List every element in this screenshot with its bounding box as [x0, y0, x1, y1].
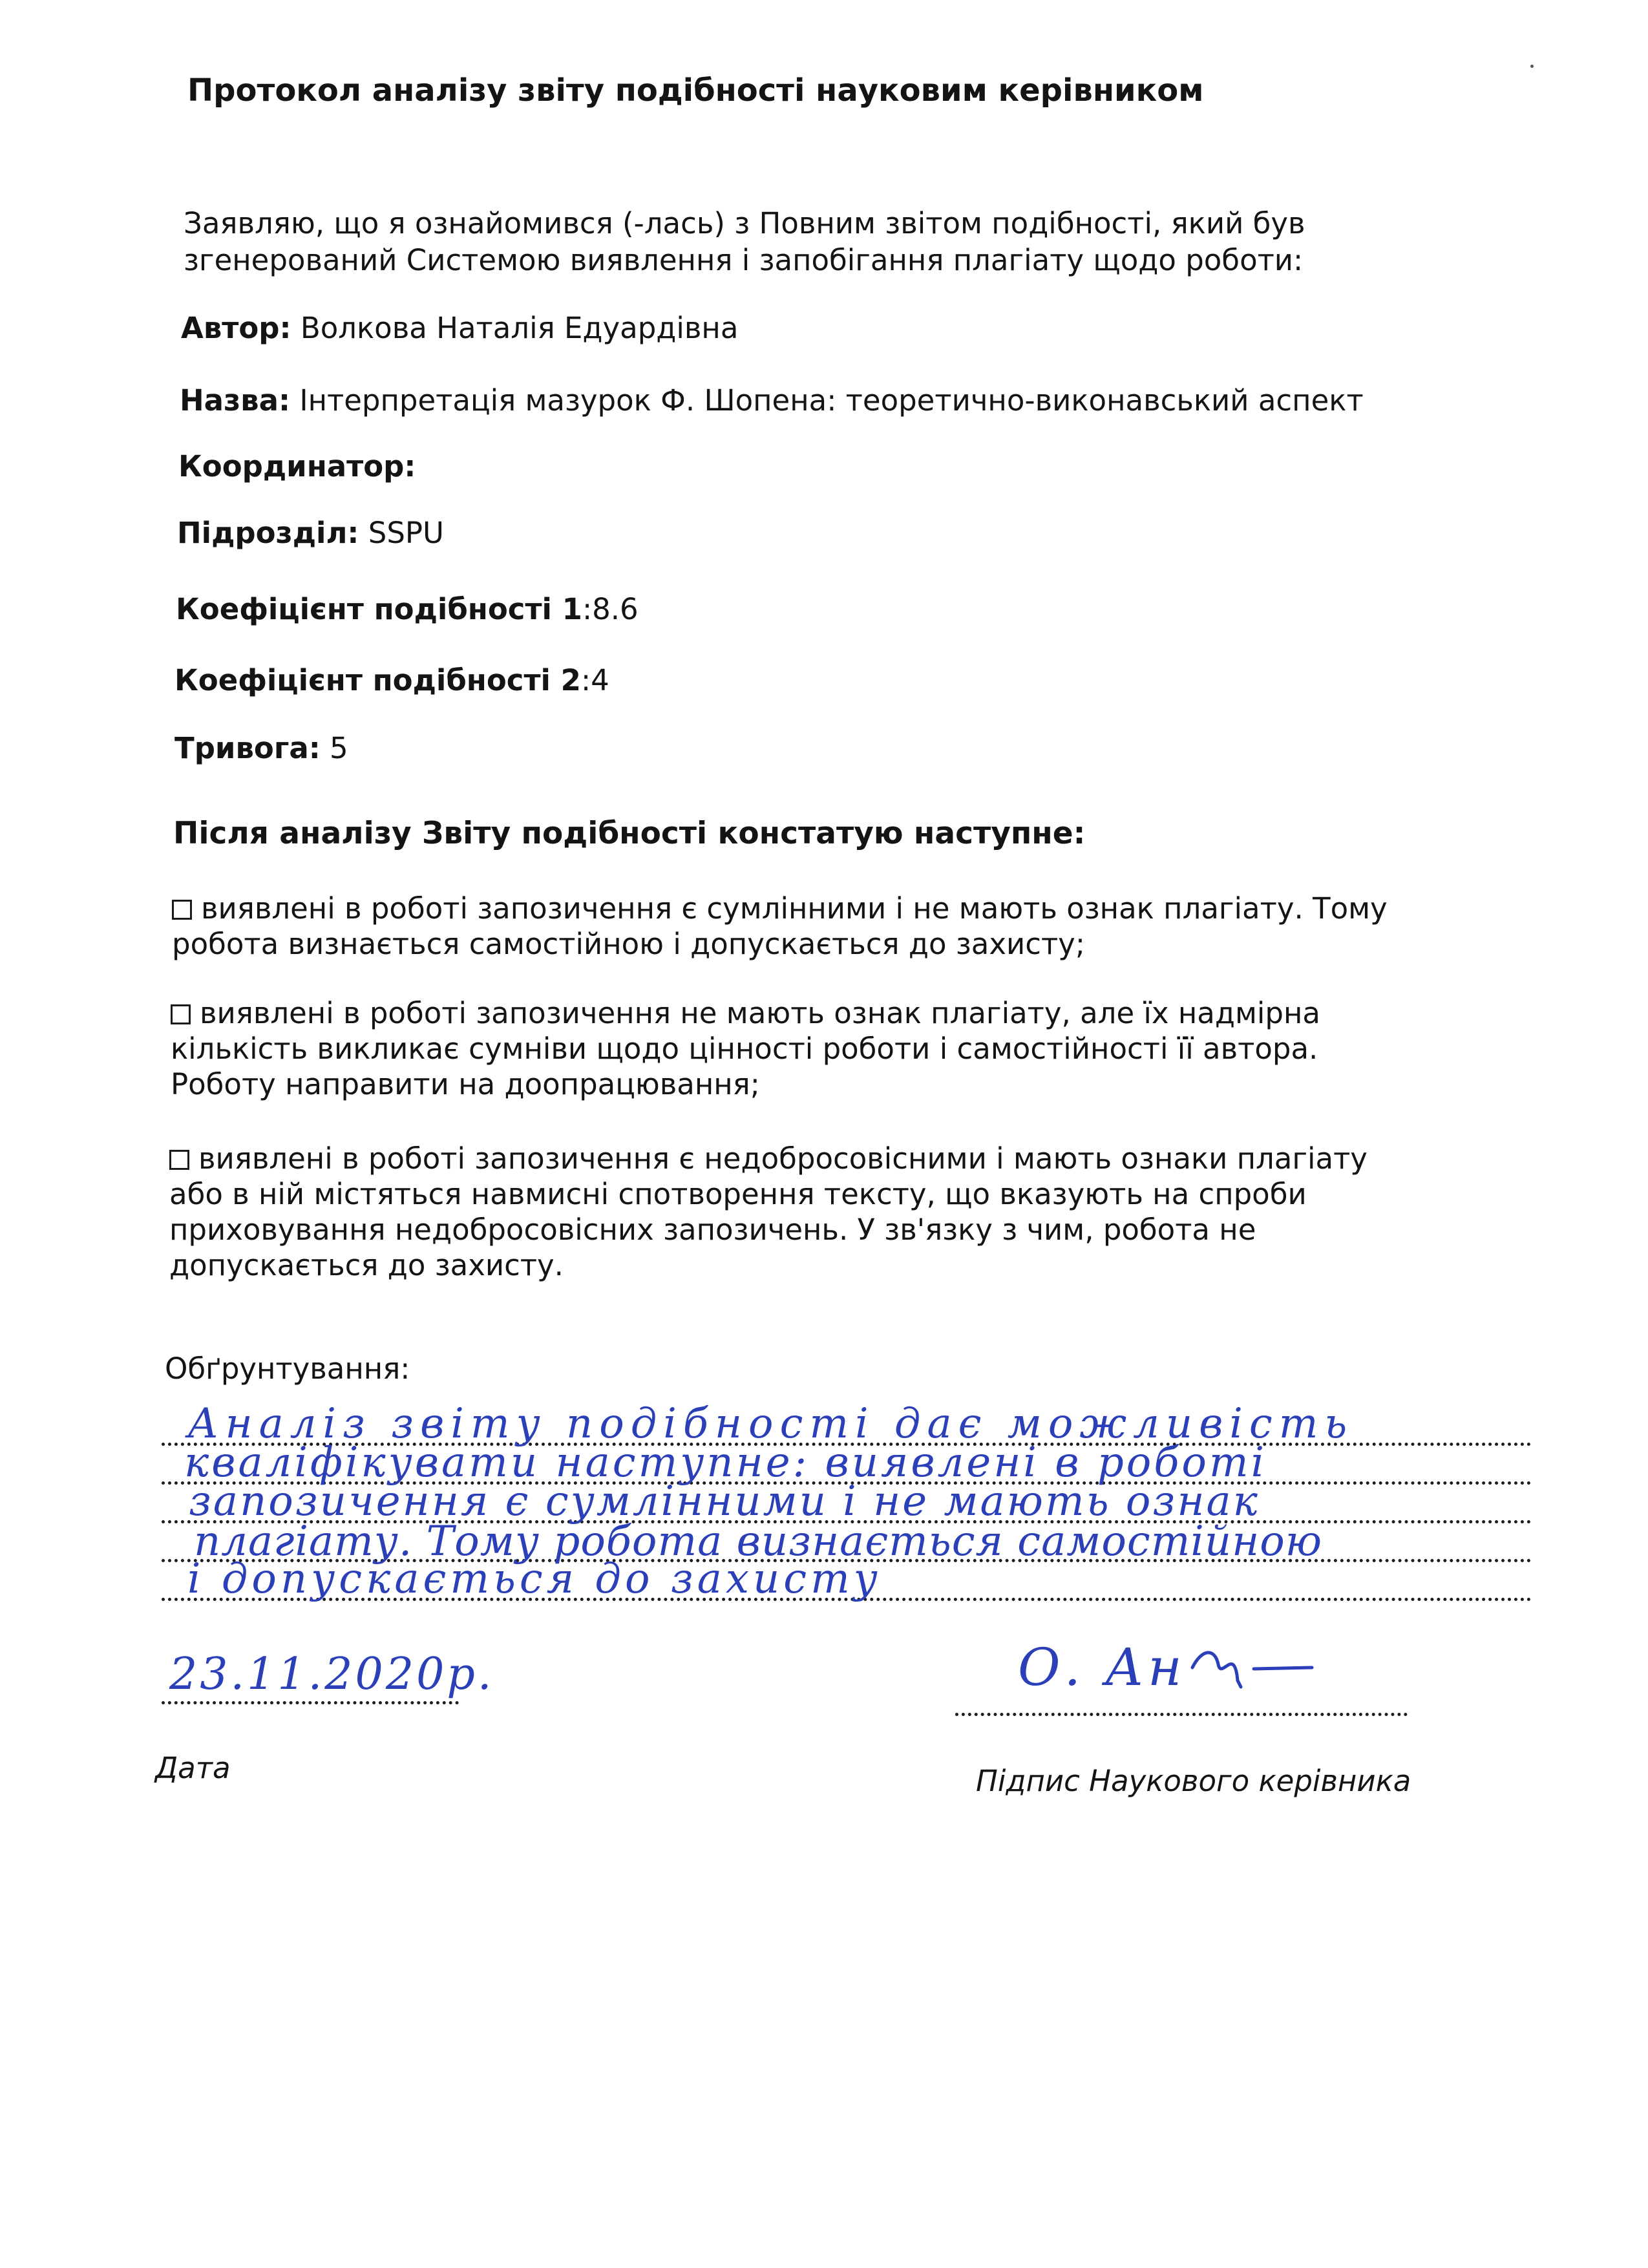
date-line — [162, 1701, 459, 1704]
justification-label: Обґрунтування: — [165, 1351, 410, 1386]
signature-flourish — [1189, 1642, 1318, 1693]
option-1-checkbox[interactable] — [172, 900, 192, 920]
option-3-line-2: або в ній містяться навмисні спотворення тексту, що вказують на спроби — [169, 1177, 1307, 1211]
work-name-value: Інтерпретація мазурок Ф. Шопена: теоретично-виконавський аспект — [299, 383, 1364, 418]
intro-line-2: згенерований Системою виявлення і запобігання плагіату щодо роботи: — [184, 243, 1304, 277]
coef1-row — [176, 591, 639, 628]
option-3-text-1: виявлені в роботі запозичення є недобросовісними і мають ознаки плагіату — [198, 1141, 1368, 1176]
intro-line-1: Заявляю, що я ознайомився (-лась) з Повним звітом подібності, який був — [184, 206, 1305, 240]
option-2-checkbox[interactable] — [171, 1004, 191, 1024]
coef2-value: :4 — [580, 663, 609, 697]
coordinator-label: Координатор: — [178, 449, 416, 483]
option-3-line-4: допускається до захисту. — [169, 1248, 564, 1282]
unit-row — [177, 515, 444, 551]
scan-speck — [1530, 65, 1534, 68]
coef1-value: :8.6 — [582, 592, 639, 626]
option-3-checkbox[interactable] — [169, 1150, 189, 1170]
alarm-label: Тривога: — [174, 731, 321, 765]
coef2-row — [174, 662, 609, 699]
option-2-line-1 — [171, 995, 1320, 1032]
alarm-row — [174, 730, 348, 767]
date-caption: Дата — [155, 1751, 231, 1785]
option-1-text-1: виявлені в роботі запозичення є сумлінними і не мають ознак плагіату. Тому — [201, 891, 1388, 926]
handwritten-line-2: кваліфікувати наступне: виявлені в роботі — [184, 1439, 1267, 1487]
option-1-line-1 — [172, 891, 1388, 927]
option-1-line-2: робота визнається самостійною і допускається до захисту; — [172, 927, 1085, 961]
signature-caption: Підпис Наукового керівника — [976, 1764, 1411, 1798]
option-3-line-1 — [169, 1141, 1368, 1177]
conclusion-heading: Після аналізу Звіту подібності констатую наступне: — [173, 816, 1086, 851]
handwritten-line-3: запозичення є сумлінними і не мають ознак — [189, 1478, 1260, 1525]
option-2-text-1: виявлені в роботі запозичення не мають ознак плагіату, але їх надмірна — [200, 996, 1320, 1030]
unit-value: SSPU — [368, 516, 444, 550]
signature-handwritten: О. Ан — [1018, 1637, 1186, 1697]
option-2-line-2: кількість викликає сумніви щодо цінності роботи і самостійності її автора. — [171, 1032, 1318, 1066]
author-value: Волкова Наталія Едуардівна — [300, 311, 739, 345]
signature-line — [955, 1713, 1408, 1716]
document-title: Протокол аналізу звіту подібності науковим керівником — [187, 72, 1204, 109]
option-3-line-3: приховування недобросовісних запозичень. У зв'язку з чим, робота не — [169, 1213, 1256, 1247]
alarm-value: 5 — [330, 731, 348, 765]
title-row — [180, 383, 1364, 419]
unit-label: Підрозділ: — [177, 516, 359, 550]
work-name-label: Назва: — [180, 383, 291, 418]
author-row — [181, 310, 738, 346]
date-handwritten: 23.11.2020р. — [169, 1649, 494, 1700]
author-label: Автор: — [181, 311, 291, 345]
coef1-label: Коефіцієнт подібності 1 — [176, 592, 582, 626]
option-2-line-3: Роботу направити на доопрацювання; — [171, 1067, 760, 1101]
handwritten-line-1: Аналіз звіту подібності дає можливість — [187, 1400, 1354, 1448]
handwritten-line-5: і допускається до захисту — [187, 1555, 882, 1603]
coef2-label: Коефіцієнт подібності 2 — [174, 663, 581, 697]
handwritten-line-4: плагіату. Тому робота визнається самостійною — [194, 1518, 1323, 1565]
